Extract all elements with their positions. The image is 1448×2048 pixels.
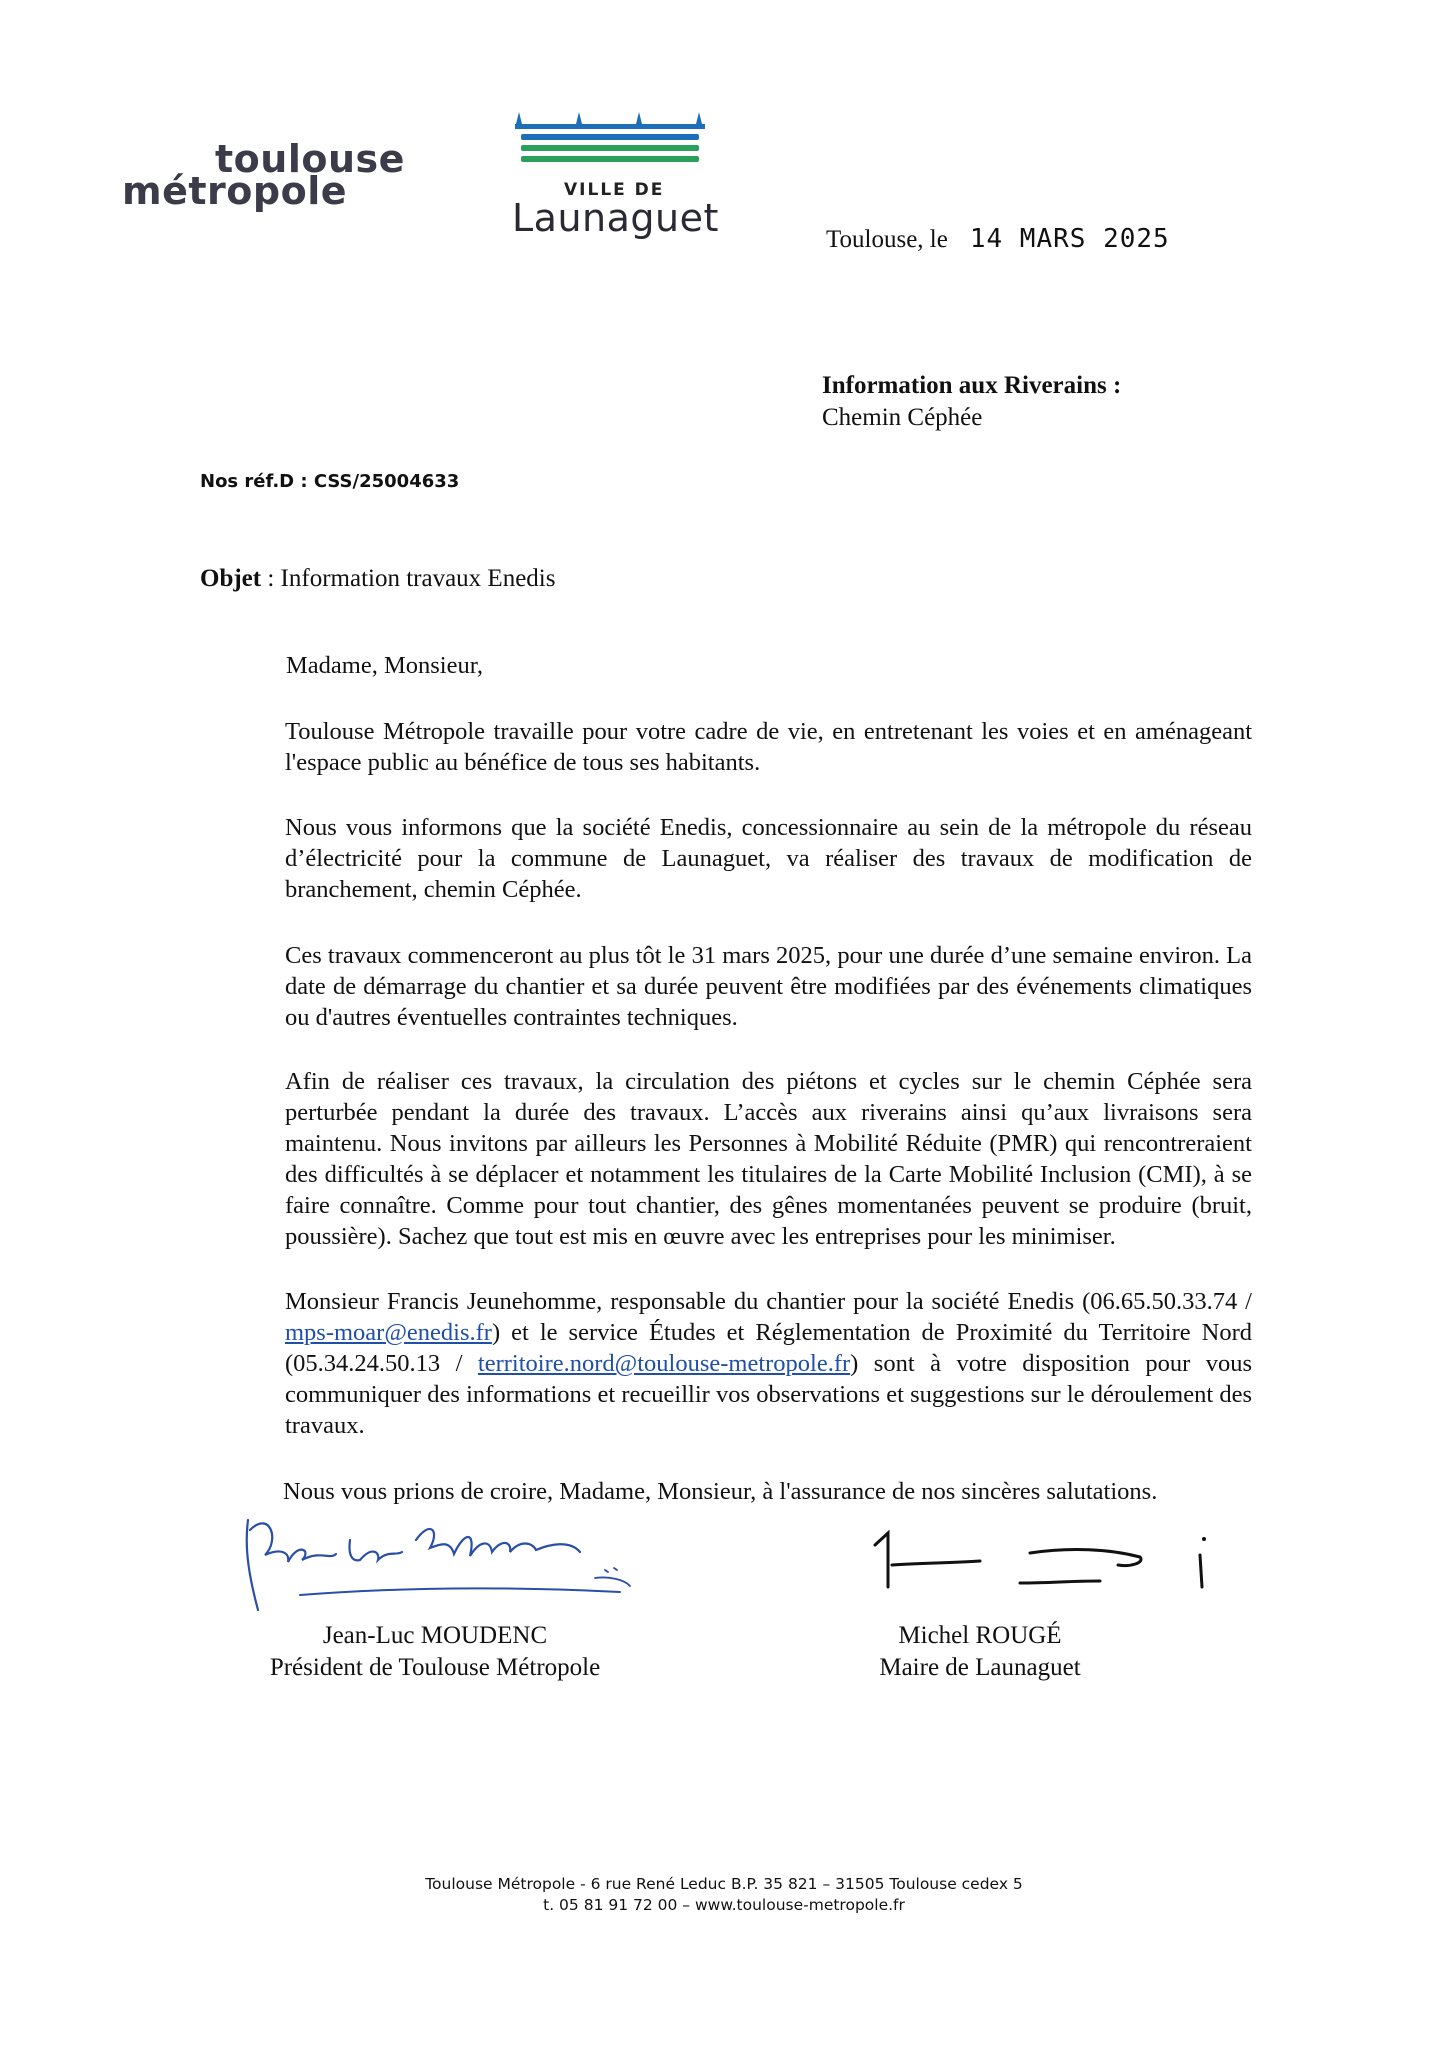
launaguet-emblem-icon	[515, 112, 705, 174]
right-title: Maire de Launaguet	[879, 1654, 1081, 1681]
paragraph-2	[195, 812, 1252, 905]
paragraph-3-text: Ces travaux commenceront au plus tôt le 31 mars 2025, pour une durée d’une semaine environ. La date de démarrage du chantier et sa durée peuvent être modifiées par des événements climatiques ou d'autres éventuelles contraintes techniques.	[285, 942, 1252, 1031]
paragraph-1	[195, 716, 1252, 778]
launaguet-logo	[512, 112, 719, 242]
signature-rouge	[870, 1515, 1220, 1615]
ville-name: Launaguet	[512, 196, 719, 240]
logo-line-1: toulouse	[215, 137, 405, 181]
paragraph-5-part-c: ) sont à votre disposition pour vous communiquer des informations et recueillir vos observations et suggestions sur le déroulement des travaux.	[285, 1350, 1252, 1439]
subject-label: Objet	[200, 565, 262, 592]
date-stamp: 14 MARS 2025	[969, 224, 1170, 254]
left-name: Jean-Luc MOUDENC	[322, 1622, 548, 1649]
recipient-street: Chemin Céphée	[822, 404, 983, 431]
place-date	[826, 224, 1170, 254]
paragraph-2-text: Nous vous informons que la société Enedis, concessionnaire au sein de la métropole du réseau d’électricité pour la commune de Launaguet, va réaliser des travaux de modification de branchement, chemin Céphée.	[285, 814, 1252, 903]
closing: Nous vous prions de croire, Madame, Monsieur, à l'assurance de nos sincères salutations.	[283, 1478, 1158, 1505]
signature-moudenc	[240, 1500, 660, 1630]
territoire-email-link[interactable]: territoire.nord@toulouse-metropole.fr	[477, 1350, 851, 1377]
recipient-block	[822, 370, 1121, 434]
paragraph-5-part-b: ) et le service Études et Réglementation de Proximité du Territoire Nord (05.34.24.50.13 /	[285, 1319, 1252, 1377]
enedis-email-link[interactable]: mps-moar@enedis.fr	[285, 1319, 492, 1346]
salutation: Madame, Monsieur,	[286, 652, 484, 679]
signatory-left	[200, 1620, 670, 1684]
logo-line-2: métropole	[122, 169, 347, 213]
ville-de-label: VILLE DE	[564, 180, 665, 200]
left-title: Président de Toulouse Métropole	[269, 1654, 601, 1681]
salutation-block	[195, 650, 1252, 681]
paragraph-5	[195, 1286, 1252, 1441]
footer	[300, 1874, 1148, 1916]
footer-address: Toulouse Métropole - 6 rue René Leduc B.P. 35 821 – 31505 Toulouse cedex 5	[425, 1875, 1023, 1893]
subject-line	[200, 565, 555, 593]
reference: Nos réf.D : CSS/25004633	[200, 471, 460, 492]
paragraph-5-text	[195, 1286, 1252, 1441]
paragraph-1-text: Toulouse Métropole travaille pour votre cadre de vie, en entretenant les voies et en aménageant l'espace public au bénéfice de tous ses habitants.	[285, 718, 1252, 776]
paragraph-3	[195, 940, 1252, 1033]
place-label: Toulouse, le	[826, 226, 948, 253]
paragraph-5-part-a: Monsieur Francis Jeunehomme, responsable du chantier pour la société Enedis (06.65.50.33.74 /	[285, 1288, 1252, 1315]
paragraph-4	[195, 1066, 1252, 1252]
signatory-right	[800, 1620, 1160, 1684]
toulouse-metropole-logo	[122, 137, 442, 220]
footer-contact: t. 05 81 91 72 00 – www.toulouse-metropole.fr	[543, 1896, 905, 1914]
paragraph-4-text: Afin de réaliser ces travaux, la circulation des piétons et cycles sur le chemin Céphée sera perturbée pendant la durée des travaux. L’accès aux riverains ainsi qu’aux livraisons sera maintenu. Nous invitons par ailleurs les Personnes à Mobilité Réduite (PMR) qui rencontreraient des difficultés à se déplacer et notamment les titulaires de la Carte Mobilité Inclusion (CMI), à se faire connaître. Comme pour tout chantier, des gênes momentanées peuvent se produire (bruit, poussière). Sachez que tout est mis en œuvre avec les entreprises pour les minimiser.	[285, 1068, 1252, 1250]
recipient-title: Information aux Riverains :	[822, 372, 1122, 399]
subject-text: : Information travaux Enedis	[261, 565, 556, 592]
right-name: Michel ROUGÉ	[898, 1622, 1062, 1649]
